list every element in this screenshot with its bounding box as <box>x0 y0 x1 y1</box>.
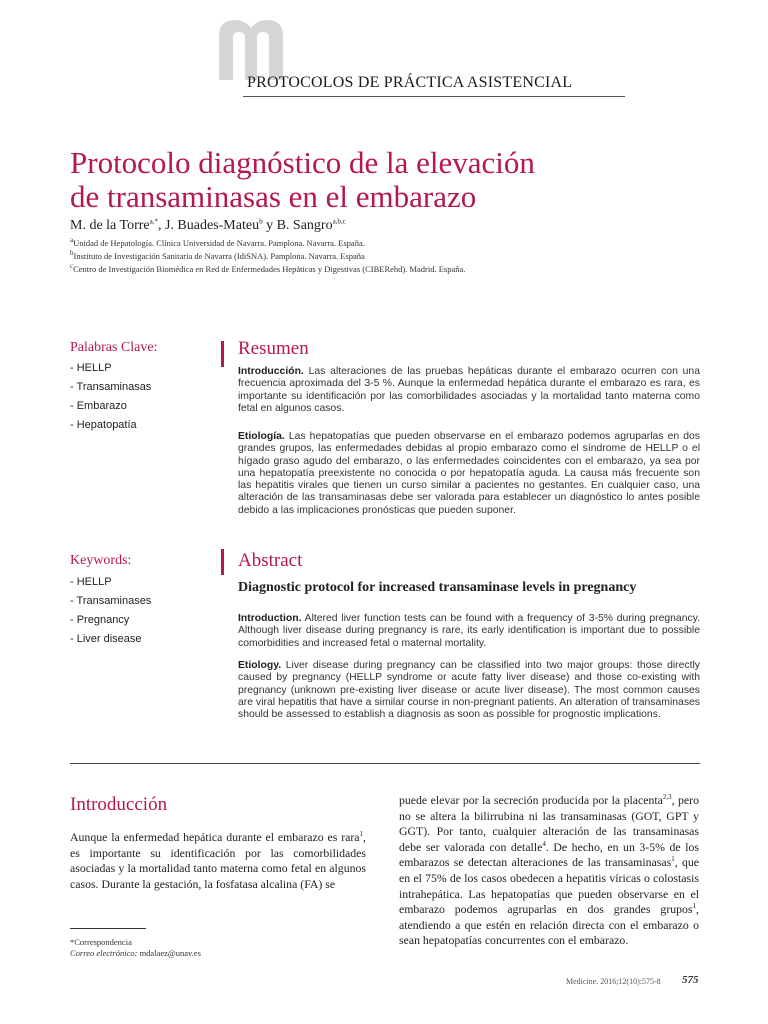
affiliation-text: Instituto de Investigación Sanitaria de Navarra (IdiSNA). Pamplona. Navarra. España <box>73 251 365 261</box>
title-line-1: Protocolo diagnóstico de la elevación <box>70 145 535 180</box>
author-sup: a,* <box>149 217 158 226</box>
author-separator: , <box>157 218 165 233</box>
affiliation <box>70 264 465 274</box>
keywords-heading: Keywords: <box>70 553 132 568</box>
page-number: 575 <box>682 974 699 986</box>
affiliation-sup: c <box>70 262 74 271</box>
citation-sup: 1 <box>692 902 697 911</box>
resumen-intro-text: Las alteraciones de las pruebas hepáticas durante el embarazo ocurren con una frecuencia aproximada del 3-5 %. Aunque la enfermedad hepática durante el embarazo es rara, es importante su identificación por las comorbilidades asociadas y la mortalidad tanto materna como fetal en algunos casos. <box>238 366 700 414</box>
email-address: mdalaez@unav.es <box>137 948 201 958</box>
affiliation-text: Centro de Investigación Biomédica en Red de Enfermedades Hepáticas y Digestivas (CIBERehd). Madrid. España. <box>73 264 466 274</box>
keyword-item: - Embarazo <box>70 400 127 412</box>
keyword-item: - Pregnancy <box>70 614 130 626</box>
intro-text: puede elevar por la secreción producida por la placenta <box>399 793 663 807</box>
resumen-accent-bar <box>221 341 224 367</box>
keyword-item: - Hepatopatía <box>70 419 137 431</box>
abstract-etiology-label: Etiology. <box>238 660 282 671</box>
journal-logo-m <box>215 16 287 80</box>
abstract-intro-paragraph <box>238 613 700 650</box>
email-note <box>70 948 201 958</box>
abstract-heading: Abstract <box>238 550 303 571</box>
introduccion-heading: Introducción <box>70 794 168 815</box>
affiliation-sup: a <box>70 236 74 245</box>
keyword-item: - Liver disease <box>70 633 142 645</box>
footnote-rule <box>70 928 146 929</box>
abstract-intro-text: Altered liver function tests can be found with a frequency of 3-5% during pregnancy. Although liver disease during pregnancy is rare, its early identification is important due to possible comorbidities and increased fetal o maternal mortality. <box>238 613 700 649</box>
section-divider <box>70 763 700 764</box>
series-title: PROTOCOLOS DE PRÁCTICA ASISTENCIAL <box>247 74 573 91</box>
abstract-intro-label: Introduction. <box>238 613 302 624</box>
resumen-intro-paragraph <box>238 366 700 415</box>
resumen-etiologia-label: Etiología. <box>238 431 285 442</box>
footer-citation: Medicine. 2016;12(10):575-8 <box>566 977 661 986</box>
author-sup: b <box>259 217 263 226</box>
resumen-intro-label: Introducción. <box>238 366 304 377</box>
intro-text: , es importante su identificación por las comorbilidades asociadas y la mortalidad tanto materna como fetal en algunos casos. Durante la gestación, la fosfatasa alcalina (FA) se <box>70 830 366 891</box>
resumen-etiologia-text: Las hepatopatías que pueden observarse en el embarazo podemos agruparlas en dos grandes grupos, las enfermedades debidas al propio embarazo como el síndrome de HELLP o el hígado graso agudo del embarazo, o las enfermedades coincidentes con el embarazo, ya sea por una hepatopatía preexistente no conocida o por hepatopatía aguda. La causa más frecuente son las hepatitis virales que tienen un curso similar a pacientes no gestantes. En cualquier caso, una alteración de las transaminasas debe ser valorada para establecer un diagnóstico lo antes posible debido a las implicaciones pronósticas que pueden suponer. <box>238 431 700 516</box>
resumen-etiologia-paragraph <box>238 431 700 517</box>
author-name: M. de la Torre <box>70 218 150 233</box>
palabras-clave-heading: Palabras Clave: <box>70 340 158 355</box>
intro-text: , que en el 75% de los casos obedecen a hepatitis víricas o colostasis intrahepática. Las hepatopatías que pueden observarse en el embarazo podemos agruparlas en dos grandes grupos <box>399 855 700 917</box>
abstract-etiology-text: Liver disease during pregnancy can be classified into two major groups: those directly caused by pregnancy (HELLP syndrome or acute fatty liver disease) and those co-existing with pregnancy (unknown pre-existing liver disease or acute liver disease). The most common causes are viral hepatitis that have a similar course in non-pregnant patients. An alteration of transaminases should be assessed to establish a diagnosis as soon as possible for prognostic implications. <box>238 660 700 721</box>
citation-sup: 1 <box>671 855 675 864</box>
affiliation-sup: b <box>70 249 74 258</box>
intro-column-2 <box>399 793 699 949</box>
correspondence-note: *Correspondencia <box>70 937 132 947</box>
citation-sup: 4 <box>542 839 546 848</box>
keyword-item: - Transaminases <box>70 595 152 607</box>
affiliation <box>70 251 365 261</box>
citation-sup: 2,3 <box>662 793 672 802</box>
author-separator: y <box>262 218 277 233</box>
author-name: B. Sangro <box>276 218 333 233</box>
keyword-item: - Transaminasas <box>70 381 152 393</box>
resumen-heading: Resumen <box>238 338 309 359</box>
affiliation-text: Unidad de Hepatología. Clínica Universidad de Navarra. Pamplona. Navarra. España. <box>73 238 365 248</box>
palabras-clave-list <box>70 359 151 435</box>
keywords-list <box>70 573 151 649</box>
intro-column-1 <box>70 830 366 892</box>
title-line-2: de transaminasas en el embarazo <box>70 179 477 214</box>
citation-sup: 1 <box>359 830 364 839</box>
keyword-item: - HELLP <box>70 362 112 374</box>
intro-text: , pero no se altera la bilirrubina ni las transaminasas (GOT, GPT y GGT). Por tanto, cualquier alteración de las transaminasas debe ser valorada con detalle <box>399 793 699 854</box>
author-list <box>70 218 346 234</box>
affiliation <box>70 238 365 248</box>
author-sup: a,b,c <box>332 217 346 226</box>
intro-text: . De hecho, en un 3-5% de los embarazos se detectan alteraciones de las transaminasas <box>399 839 699 870</box>
article-title <box>70 146 710 214</box>
intro-text: Aunque la enfermedad hepática durante el embarazo es rara <box>70 830 360 844</box>
series-rule <box>243 96 625 97</box>
email-label: Correo electrónico: <box>70 948 138 958</box>
abstract-accent-bar <box>221 549 224 575</box>
abstract-subtitle: Diagnostic protocol for increased transaminase levels in pregnancy <box>238 580 637 595</box>
keyword-item: - HELLP <box>70 576 112 588</box>
author-name: J. Buades-Mateu <box>164 218 260 233</box>
abstract-etiology-paragraph <box>238 660 700 721</box>
intro-text: , atendiendo a que estén en relación directa con el embarazo o sean hepatopatías concurrentes con el embarazo. <box>399 902 699 948</box>
